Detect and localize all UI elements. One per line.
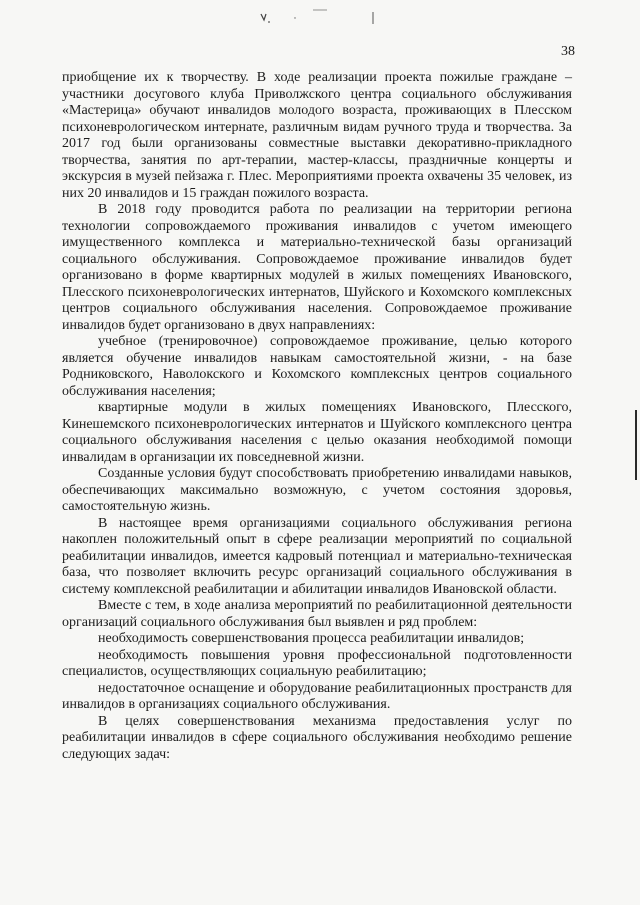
list-item: необходимость совершенствования процесса реабилитации инвалидов;: [98, 631, 525, 646]
paragraph: В целях совершенствования механизма предоставления услуг по реабилитации инвалидов в сфере социального обслуживания необходимо решение следующих задач:: [62, 713, 572, 762]
paragraph: Вместе с тем, в ходе анализа мероприятий по реабилитационной деятельности организаций социального обслуживания был выявлен и ряд проблем:: [62, 598, 572, 630]
list-item: квартирные модули в жилых помещениях Ивановского, Плесского, Кинешемского психоневрологических интернатов и Шуйского комплексного центра социального обслуживания населения с целью оказания необходимой помощи инвалидам в организации их повседневной жизни.: [62, 400, 572, 465]
list-item: недостаточное оснащение и оборудование реабилитационных пространств для инвалидов в организациях социального обслуживания.: [62, 680, 572, 712]
paragraph: Созданные условия будут способствовать приобретению инвалидами навыков, обеспечивающих максимально возможную, с учетом состояния здоровья, самостоятельную жизнь.: [62, 466, 572, 514]
paragraph: В 2018 году проводится работа по реализации на территории региона технологии сопровождаемого проживания инвалидов с учетом имеющего имущественного комплекса и материально-технической базы организаций социального обслуживания. Сопровождаемое проживание инвалидов будет организовано в форме квартирных модулей в жилых помещениях Ивановского, Плесского психоневрологических интернатов, Шуйского и Кохомского комплексных центров социального обслуживания населения. Сопровождаемое проживание инвалидов будет организовано в двух направлениях:: [62, 202, 572, 333]
scan-edge-line: [635, 410, 637, 480]
page-number: 38: [561, 44, 575, 59]
list-item: учебное (тренировочное) сопровождаемое проживание, целью которого является обучение инвалидов навыкам самостоятельной жизни, - на базе Родниковского, Наволокского и Кохомского комплексных центров социального обслуживания населения;: [62, 334, 572, 399]
paragraph: В настоящее время организациями социального обслуживания региона накоплен положительный опыт в сфере реализации мероприятий по социальной реабилитации инвалидов, имеется кадровый потенциал и материально-техническая база, что позволяет включить ресурс организаций социального обслуживания в систему комплексной реабилитации и абилитации инвалидов Ивановской области.: [62, 515, 572, 597]
document-body: [62, 70, 572, 763]
paragraph: приобщение их к творчеству. В ходе реализации проекта пожилые граждане – участники досугового клуба Приволжского центра социального обслуживания «Мастерица» обучают инвалидов молодого возраста, проживающих в Плесском психоневрологическом интернате, различным видам ручного труда и творчества. За 2017 год были организованы совместные выставки декоративно-прикладного творчества, занятия по арт-терапии, мастер-классы, праздничные концерты и экскурсия в музей пейзажа г. Плес. Мероприятиями проекта охвачены 35 человек, из них 20 инвалидов и 15 граждан пожилого возраста.: [62, 70, 572, 201]
scan-artifact: [255, 6, 385, 28]
list-item: необходимость повышения уровня профессиональной подготовленности специалистов, осуществляющих социальную реабилитацию;: [62, 647, 572, 679]
